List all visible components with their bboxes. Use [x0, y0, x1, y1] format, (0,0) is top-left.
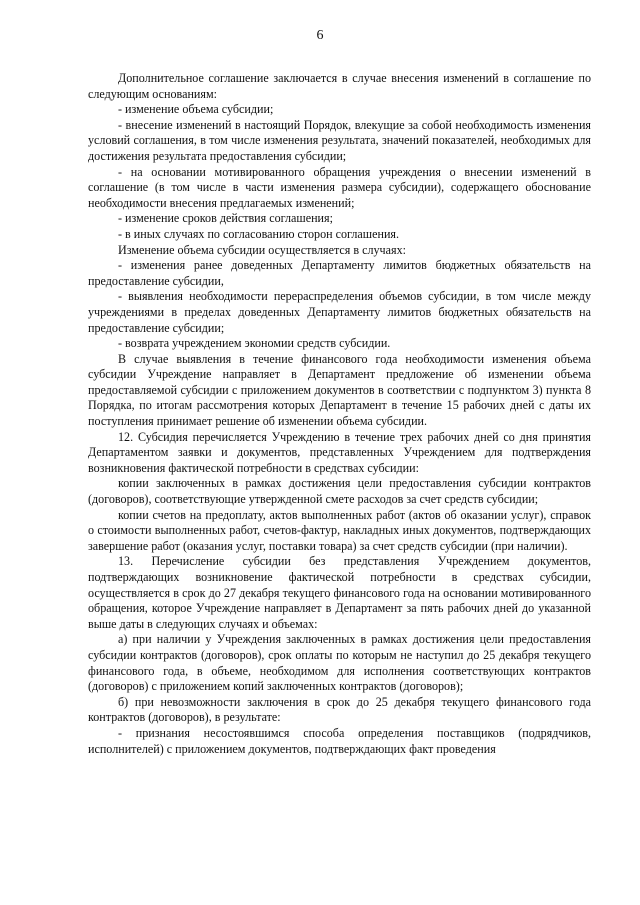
list-item-other-cases: - в иных случаях по согласованию сторон соглашения. [118, 226, 400, 241]
clause-13-b: б) при невозможности заключения в срок до 25 декабря текущего финансового года контрактов (договоров), в результате: [88, 694, 591, 725]
clause-12-invoices: копии счетов на предоплату, актов выполненных работ (актов об оказании услуг), справок о стоимости выполненных работ, счетов-фактур, накладных иных документов, подтверждающих завершение работ (оказания услуг, поставки товара) за счет средств субсидии (при наличии). [88, 507, 591, 553]
clause-13-b-item: - признания несостоявшимся способа определения поставщиков (подрядчиков, исполнителей) с приложением документов, подтверждающих факт проведения [88, 725, 591, 756]
list-item-subsidy-volume-change: - изменение объема субсидии; [118, 102, 274, 117]
document-body [88, 71, 591, 757]
paragraph-volume-change-cases: Изменение объема субсидии осуществляется в случаях: [118, 242, 406, 257]
clause-12-contracts: копии заключенных в рамках достижения цели предоставления субсидии контрактов (договоров), соответствующие утвержденной смете расходов за счет средств субсидии; [88, 476, 591, 507]
paragraph-change-procedure: В случае выявления в течение финансового года необходимости изменения объема субсидии Учреждение направляет в Департамент предложение об изменении объема предоставляемой субсидии с приложением документов в соответствии с подпунктом 3) пункта 8 Порядка, по итогам рассмотрения которых Департамент в течение 15 рабочих дней с даты их поступления принимает решение об изменении объема субсидии. [88, 351, 591, 429]
clause-13: 13. Перечисление субсидии без представления Учреждением документов, подтверждающих возникновение фактической потребности в средствах субсидии, осуществляется в срок до 27 декабря текущего финансового года на основании мотивированного обращения, которое Учреждение направляет в Департамент за пять рабочих дней до указанной выше даты в следующих случаях и объемах: [88, 554, 591, 631]
list-item-redistribution: - выявления необходимости перераспределения объемов субсидии, в том числе между учреждениями в пределах доведенных Департаменту лимитов бюджетных обязательств на предоставление субсидии; [88, 289, 591, 335]
paragraph-agreement-intro: Дополнительное соглашение заключается в случае внесения изменений в соглашение по следующим основаниям: [88, 71, 591, 101]
list-item-savings-return: - возврата учреждением экономии средств субсидии. [118, 336, 391, 351]
page-number: 6 [316, 28, 324, 43]
clause-13-a: а) при наличии у Учреждения заключенных в рамках достижения цели предоставления субсидии контрактов (договоров), срок оплаты по которым не наступил до 25 декабря текущего финансового года, в объеме, необходимом для исполнения соответствующих контрактов (договоров) с приложением копий заключенных контрактов (договоров); [88, 632, 591, 694]
list-item-limits-change: - изменения ранее доведенных Департаменту лимитов бюджетных обязательств на предоставление субсидии, [88, 258, 591, 288]
clause-12: 12. Субсидия перечисляется Учреждению в течение трех рабочих дней со дня принятия Департаментом заявки и документов, представленных Учреждением для подтверждения возникновения фактической потребности в средствах субсидии: [88, 429, 591, 475]
list-item-motivated-request: - на основании мотивированного обращения учреждения о внесении изменений в соглашение (в том числе в части изменения размера субсидии), содержащего обоснование необходимости внесения предлагаемых изменений; [88, 164, 591, 210]
list-item-term-change: - изменение сроков действия соглашения; [118, 211, 333, 226]
list-item-procedure-amendments: - внесение изменений в настоящий Порядок, влекущие за собой необходимость изменения условий соглашения, в том числе изменения результата, значений показателей, необходимых для достижения результата предоставления субсидии; [88, 117, 591, 163]
